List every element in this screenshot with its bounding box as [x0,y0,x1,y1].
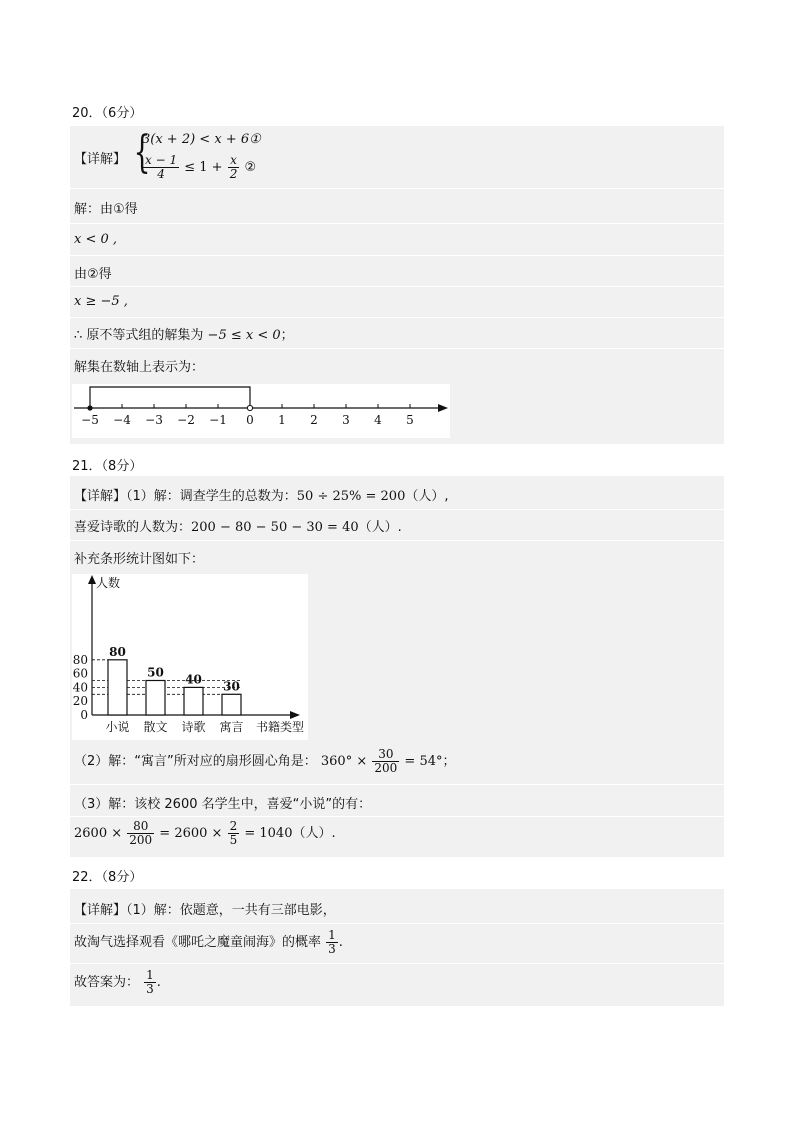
number-line-label: 5 [406,413,414,427]
step-6: 解集在数轴上表示为： [74,360,205,375]
poetry-calc: 200 − 80 − 50 − 30 = 40 [191,520,359,535]
question-22-header: 22．（8分） [72,870,143,885]
frac-num: 80 [127,820,154,834]
step-5-end: ； [280,328,294,343]
bar-chart-figure [72,574,308,740]
step-2: x < 0 , [74,232,118,247]
y-tick-label: 0 [80,708,88,722]
frac-num: 1 [146,968,154,982]
category-label: 诗歌 [181,720,206,734]
frac-den: 200 [374,761,398,775]
step-3: 补充条形统计图如下： [74,552,205,567]
frac-den: 3 [328,942,336,956]
step-3-text: 故答案为： [74,975,140,990]
open-endpoint [247,405,252,410]
frac-den: 4 [157,167,165,181]
y-tick-label: 20 [72,694,88,709]
category-label: 散文 [143,720,168,734]
number-line-label: 1 [278,413,286,427]
closed-endpoint [87,405,92,410]
y-axis-label: 人数 [96,576,121,590]
system-line-2 [142,154,256,181]
frac-num: 1 [328,928,336,942]
bar [222,694,241,715]
bar-value-label: 30 [223,679,240,694]
number-line-label: 4 [374,413,382,427]
frac-num: 30 [372,748,399,762]
frac-den: 3 [146,982,154,996]
number-line-label: −3 [145,413,163,427]
step-5: （3）解：该校 2600 名学生中，喜爱“小说”的有： [74,797,372,812]
step-1: 【详解】（1）解：依题意，一共有三部电影， [74,903,336,918]
solution-set: −5 ≤ x < 0 [207,328,281,343]
number-line-label: 3 [342,413,350,427]
step-2-text: 故淘气选择观看《哪吒之魔童闹海》的概率 [74,935,322,950]
step-1 [74,485,449,504]
total-calc: 50 ÷ 25% = 200 [296,489,406,504]
number-line [72,384,450,438]
number-line-label: −5 [81,413,99,427]
category-label: 小说 [105,720,130,734]
bar-value-label: 50 [147,665,164,680]
bar [108,660,127,715]
system-brace: { [133,127,151,178]
system-line-2-end: ② [244,160,257,175]
step-3 [74,969,161,996]
novel-calc-a: 2600 × [74,826,123,841]
frac-den: 5 [229,833,238,847]
frac-num: x [228,154,240,168]
system-line-2-mid: ≤ 1 + [184,160,223,175]
number-line-arrow [438,404,448,412]
step-1: 解：由①得 [74,202,138,217]
step-5-text: ∴ 原不等式组的解集为 [74,328,204,343]
bar-value-label: 80 [109,644,126,659]
step-6 [74,820,336,847]
number-line-label: −4 [113,413,131,427]
number-line-label: −1 [209,413,227,427]
question-21-header: 21．（8分） [72,459,143,474]
step-6-end: （人）. [292,826,336,841]
frac-num: 2 [229,819,238,833]
step-2-text: 喜爱诗歌的人数为： [74,520,192,535]
step-5 [74,324,294,343]
novel-calc-c: = 1040 [244,826,293,841]
step-2-end: . [338,935,343,950]
solution-tag: 【详解】 [74,152,127,167]
frac-den: 2 [229,167,238,181]
step-3-end: . [156,975,161,990]
step-4-end: ； [442,754,456,769]
x-axis-arrow [290,711,300,719]
y-tick-label: 40 [72,680,88,695]
step-4 [74,748,456,775]
y-tick-label: 80 [72,652,88,667]
step-2 [74,516,402,535]
step-1-text: 【详解】（1）解：调查学生的总数为： [74,489,297,504]
y-axis-arrow [88,575,96,584]
question-22-solution [70,889,724,1006]
question-21-solution [70,476,724,857]
bar-chart [72,574,308,740]
step-4: x ≥ −5 , [74,294,128,309]
bar [146,681,165,716]
step-4-text: （2）解：“寓言”所对应的扇形圆心角是： [74,754,317,769]
novel-calc-b: = 2600 × [159,826,223,841]
y-tick-label: 60 [72,666,88,681]
bar [184,687,203,715]
solution-interval-bracket [90,387,250,408]
number-line-label: 0 [246,413,254,427]
system-line-1: 3(x + 2) < x + 6① [142,132,261,147]
category-label: 寓言 [219,720,244,734]
step-1-end: （人）, [405,489,449,504]
angle-calc-a: 360° × [320,754,368,769]
step-3: 由②得 [74,267,112,282]
frac-den: 200 [129,833,153,847]
angle-calc-b: = 54° [404,754,443,769]
number-line-figure [72,384,450,438]
bar-value-label: 40 [185,672,202,687]
frac-num: x − 1 [145,153,178,167]
step-2 [74,929,343,956]
number-line-label: 2 [310,413,318,427]
step-2-end: （人）. [358,520,402,535]
question-20-header: 20．（6分） [72,106,143,121]
question-20-solution [70,126,724,444]
number-line-label: −2 [177,413,195,427]
x-axis-label: 书籍类型 [255,720,304,734]
